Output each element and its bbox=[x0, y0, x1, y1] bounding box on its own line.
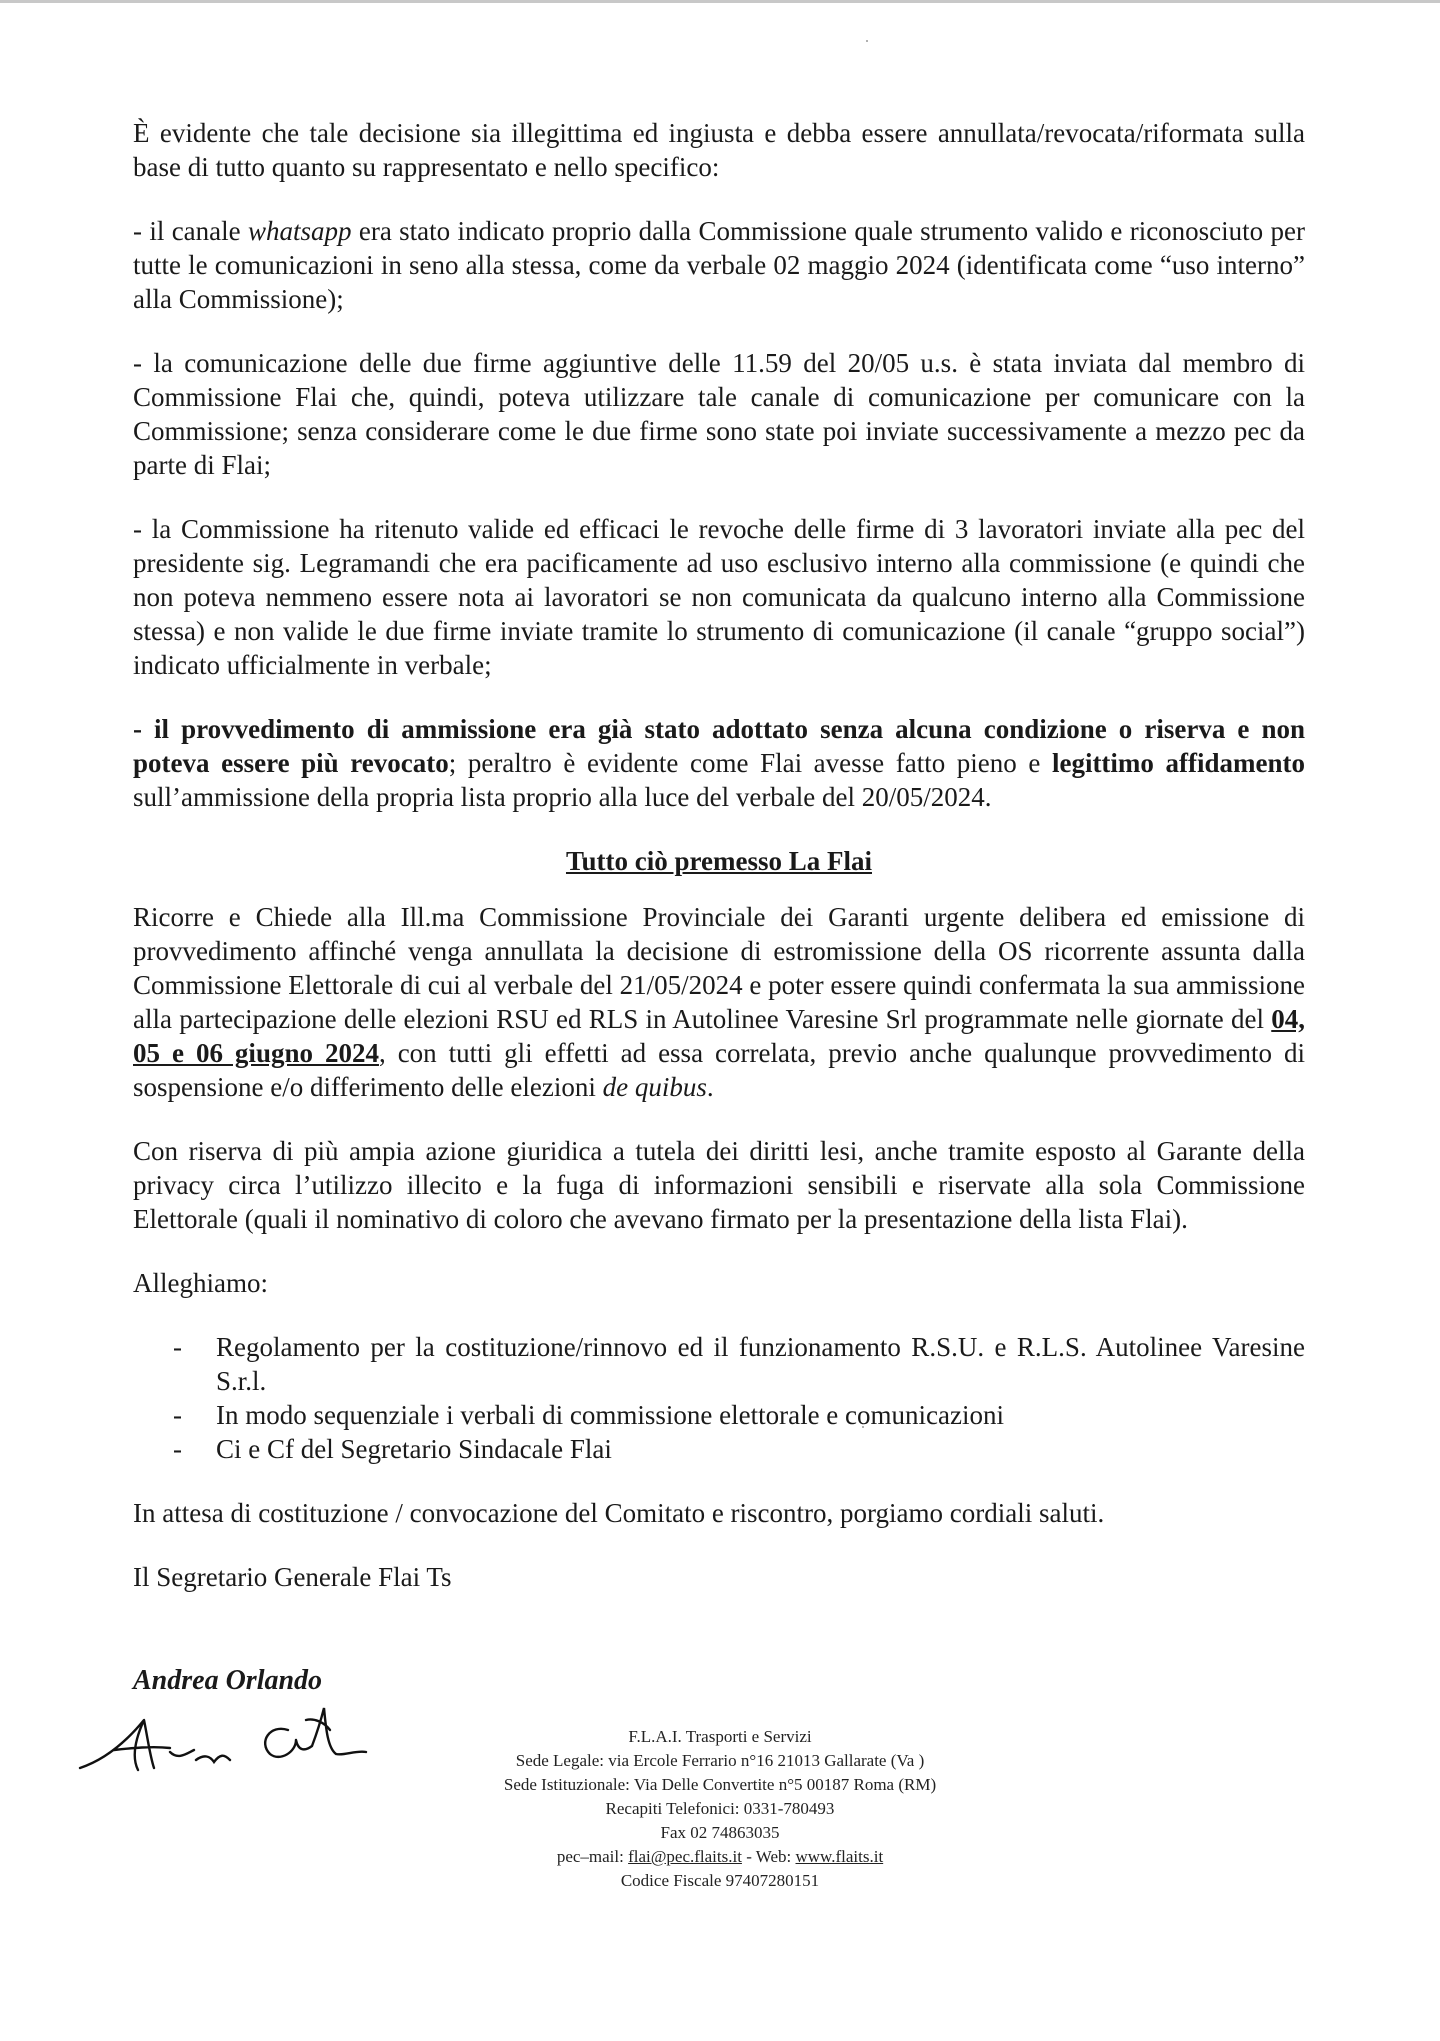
footer-fiscal-code: Codice Fiscale 97407280151 bbox=[620, 1871, 820, 1890]
request-end: . bbox=[706, 1072, 714, 1102]
election-dates: 04, 05 e 06 giugno 2024 bbox=[133, 1004, 1305, 1068]
footer-pec-link[interactable]: flai@pec.flaits.it bbox=[628, 1847, 742, 1866]
point-prefix: - il canale bbox=[133, 216, 248, 246]
point-whatsapp bbox=[133, 214, 1305, 316]
point-revocations: - la Commissione ha ritenuto valide ed efficaci le revoche delle firme di 3 lavoratori inviate alla pec del presidente sig. Legramandi che era pacificamente ad uso esclusivo interno alla commissione (e quindi che non poteva nemmeno essere nota ai lavoratori se non comunicata da qualcuno interno alla Commissione stessa) e non valide le due firme inviate tramite lo strumento di comunicazione (il canale “gruppo social”) indicato ufficialmente in verbale; bbox=[133, 514, 1305, 680]
attachments-label: Alleghiamo: bbox=[133, 1268, 268, 1298]
signoff-line: Il Segretario Generale Flai Ts bbox=[133, 1562, 452, 1592]
point-suffix: era stato indicato proprio dalla Commissione quale strumento valido e riconosciuto per tutte le comunicazioni in seno alla stessa, come da verbale 02 maggio 2024 (identificata come “uso interno” alla Commissione); bbox=[133, 216, 1305, 314]
footer-institutional-address: Sede Istituzionale: Via Delle Convertite n°5 00187 Roma (RM) bbox=[503, 1775, 937, 1794]
footer-legal-address: Sede Legale: via Ercole Ferrario n°16 21013 Gallarate (Va ) bbox=[515, 1751, 925, 1770]
intro-paragraph: È evidente che tale decisione sia illegittima ed ingiusta e debba essere annullata/revocata/riformata sulla base di tutto quanto su rappresentato e nello specifico: bbox=[133, 118, 1305, 182]
point-italic: whatsapp bbox=[247, 216, 352, 246]
reserve-paragraph: Con riserva di più ampia azione giuridica a tutela dei diritti lesi, anche tramite esposto al Garante della privacy circa l’utilizzo illecito e la fuga di informazioni sensibili e riservate alla sola Commissione Elettorale (quali il nominativo di coloro che avevano firmato per la presentazione della lista Flai). bbox=[133, 1136, 1305, 1234]
point-end: sull’ammissione della propria lista proprio alla luce del verbale del 20/05/2024. bbox=[133, 782, 992, 812]
footer-pec-label: pec–mail: bbox=[556, 1847, 629, 1866]
attachment-item: - In modo sequenziale i verbali di commissione elettorale e comunicazioni bbox=[133, 1398, 1305, 1432]
attachment-item: - Regolamento per la costituzione/rinnovo ed il funzionamento R.S.U. e R.L.S. Autolinee Varesine S.r.l. bbox=[133, 1330, 1305, 1398]
point-admission bbox=[133, 712, 1305, 814]
letter-body bbox=[133, 116, 1305, 1624]
request-before: Ricorre e Chiede alla Ill.ma Commissione Provinciale dei Garanti urgente delibera ed emissione di provvedimento affinché venga annullata la decisione di estromissione della OS ricorrente assunta dalla Commissione Elettorale di cui al verbale del 21/05/2024 e poter essere quindi confermata la sua ammissione alla partecipazione delle elezioni RSU ed RLS in Autolinee Varesine Srl programmate nelle giornate del bbox=[133, 902, 1305, 1034]
footer-org: F.L.A.I. Trasporti e Servizi bbox=[628, 1727, 812, 1746]
point-signatures: - la comunicazione delle due firme aggiuntive delle 11.59 del 20/05 u.s. è stata inviata dal membro di Commissione Flai che, quindi, poteva utilizzare tale canale di comunicazione per comunicare con la Commissione; senza considerare come le due firme sono state poi inviate successivamente a mezzo pec da parte di Flai; bbox=[133, 348, 1305, 480]
page-top-edge bbox=[0, 0, 1440, 3]
attachments-list bbox=[133, 1330, 1305, 1466]
footer-fax: Fax 02 74863035 bbox=[660, 1823, 780, 1842]
handwritten-signature bbox=[74, 1690, 394, 1790]
letterhead-footer bbox=[440, 1725, 1000, 1893]
footer-web-link[interactable]: www.flaits.it bbox=[795, 1847, 884, 1866]
point-bold-b: legittimo affidamento bbox=[1051, 748, 1305, 778]
point-mid: ; peraltro è evidente come Flai avesse fatto pieno e bbox=[448, 748, 1052, 778]
request-after: , con tutti gli effetti ad essa correlata, previo anche qualunque provvedimento di sospensione e/o differimento delle elezioni bbox=[133, 1038, 1305, 1102]
attachment-item: - Ci e Cf del Segretario Sindacale Flai bbox=[133, 1432, 1305, 1466]
section-heading: Tutto ciò premesso La Flai bbox=[565, 846, 872, 876]
point-bold-a: - il provvedimento di ammissione era già stato adottato senza alcuna condizione o riserva e non poteva essere più revocato bbox=[133, 714, 1305, 778]
scan-speck bbox=[866, 40, 868, 42]
closing-line: In attesa di costituzione / convocazione del Comitato e riscontro, porgiamo cordiali saluti. bbox=[133, 1498, 1105, 1528]
request-italic: de quibus bbox=[602, 1072, 707, 1102]
signature-name: Andrea Orlando bbox=[133, 1665, 323, 1696]
footer-contacts bbox=[440, 1845, 1000, 1869]
footer-web-label: - Web: bbox=[741, 1847, 796, 1866]
request-paragraph bbox=[133, 900, 1305, 1104]
footer-phone: Recapiti Telefonici: 0331-780493 bbox=[605, 1799, 835, 1818]
